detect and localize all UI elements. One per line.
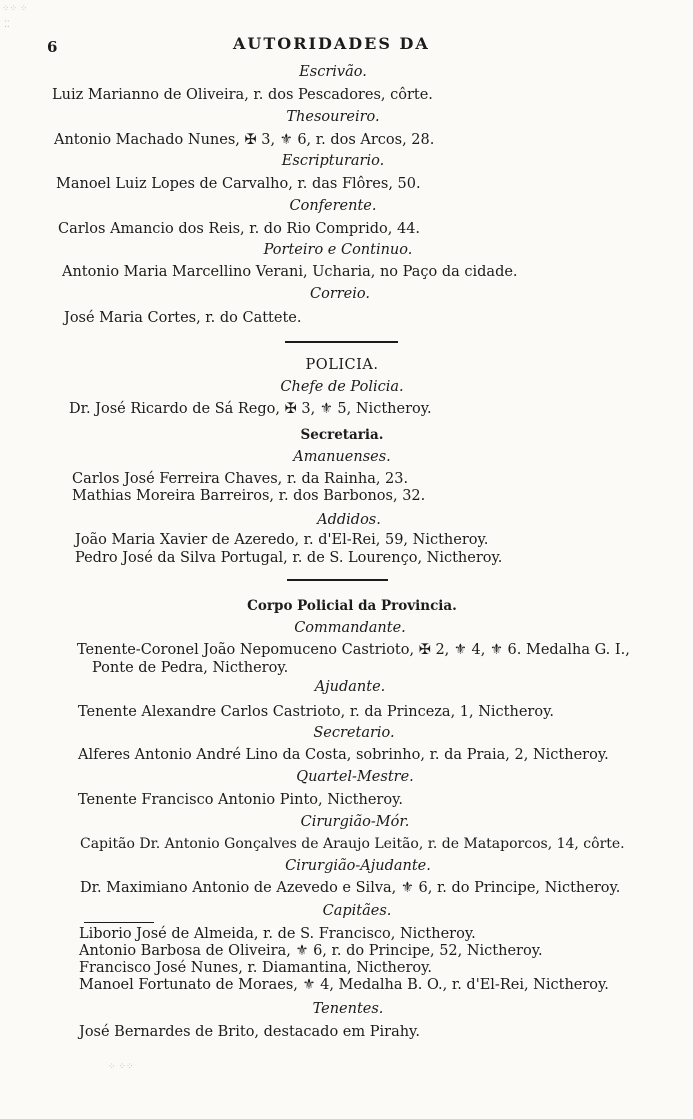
- print-speck-icon: ⁚⁚: [4, 20, 10, 30]
- title-tenentes: Tenentes.: [312, 1001, 384, 1017]
- text-underline: [84, 922, 154, 923]
- entry-tenente: José Bernardes de Brito, destacado em Pirahy.: [79, 1024, 420, 1040]
- title-addidos: Addidos.: [317, 512, 381, 528]
- policia-heading: POLICIA.: [305, 357, 379, 373]
- entry-thesoureiro: Antonio Machado Nunes, ✠ 3, ⚜ 6, r. dos Arcos, 28.: [54, 132, 435, 148]
- entry-cirurgiao-mor: Capitão Dr. Antonio Gonçalves de Araujo Leitão, r. de Mataporcos, 14, côrte.: [80, 836, 625, 852]
- entry-amanuense: Carlos José Ferreira Chaves, r. da Rainha, 23.: [72, 471, 409, 487]
- title-secretario: Secretario.: [313, 725, 395, 741]
- entry-addido: João Maria Xavier de Azeredo, r. d'El-Rei, 59, Nictheroy.: [75, 532, 489, 548]
- entry-conferente: Carlos Amancio dos Reis, r. do Rio Comprido, 44.: [58, 221, 421, 237]
- entry-secretario: Alferes Antonio André Lino da Costa, sobrinho, r. da Praia, 2, Nictheroy.: [78, 747, 609, 763]
- section-divider: [285, 341, 398, 343]
- entry-cirurgiao-ajudante: Dr. Maximiano Antonio de Azevedo e Silva, ⚜ 6, r. do Principe, Nictheroy.: [80, 880, 621, 896]
- title-conferente: Conferente.: [289, 198, 377, 214]
- title-cirurgiao-ajudante: Cirurgião-Ajudante.: [285, 858, 431, 874]
- entry-escrivao: Luiz Marianno de Oliveira, r. dos Pescadores, côrte.: [52, 87, 433, 103]
- title-cirurgiao-mor: Cirurgião-Mór.: [300, 814, 410, 830]
- print-speck-icon: ⁘ ⁘⁘: [108, 1062, 134, 1072]
- title-amanuenses: Amanuenses.: [293, 449, 391, 465]
- entry-capitao: Manoel Fortunato de Moraes, ⚜ 4, Medalha B. O., r. d'El-Rei, Nictheroy.: [79, 977, 609, 993]
- entry-capitao: Liborio José de Almeida, r. de S. Francisco, Nictheroy.: [79, 926, 476, 942]
- entry-quartel-mestre: Tenente Francisco Antonio Pinto, Nictheroy.: [78, 792, 403, 808]
- title-thesoureiro: Thesoureiro.: [286, 109, 380, 125]
- title-commandante: Commandante.: [294, 620, 406, 636]
- title-correio: Correio.: [310, 286, 370, 302]
- entry-commandante: Tenente-Coronel João Nepomuceno Castrioto, ✠ 2, ⚜ 4, ⚜ 6. Medalha G. I.,: [77, 642, 630, 658]
- title-secretaria: Secretaria.: [300, 427, 384, 443]
- entry-escripturario: Manoel Luiz Lopes de Carvalho, r. das Flôres, 50.: [56, 176, 421, 192]
- print-speck-icon: ⁘⁘ ⁘: [2, 4, 28, 14]
- title-chefe-policia: Chefe de Policia.: [280, 379, 404, 395]
- title-capitaes: Capitães.: [322, 903, 392, 919]
- entry-commandante-cont: Ponte de Pedra, Nictheroy.: [92, 660, 289, 676]
- title-ajudante: Ajudante.: [314, 679, 386, 695]
- title-quartel-mestre: Quartel-Mestre.: [296, 769, 414, 785]
- entry-correio: José Maria Cortes, r. do Cattete.: [64, 310, 302, 326]
- entry-addido: Pedro José da Silva Portugal, r. de S. Lourenço, Nictheroy.: [75, 550, 503, 566]
- entry-ajudante: Tenente Alexandre Carlos Castrioto, r. da Princeza, 1, Nictheroy.: [78, 704, 554, 720]
- section-divider: [287, 579, 388, 581]
- running-title: AUTORIDADES DA: [233, 34, 430, 53]
- entry-amanuense: Mathias Moreira Barreiros, r. dos Barbonos, 32.: [72, 488, 426, 504]
- entry-capitao: Francisco José Nunes, r. Diamantina, Nictheroy.: [79, 960, 433, 976]
- title-porteiro: Porteiro e Continuo.: [263, 242, 413, 258]
- entry-chefe-policia: Dr. José Ricardo de Sá Rego, ✠ 3, ⚜ 5, Nictheroy.: [69, 401, 432, 417]
- page-number: 6: [47, 38, 58, 56]
- entry-capitao: Antonio Barbosa de Oliveira, ⚜ 6, r. do Principe, 52, Nictheroy.: [79, 943, 543, 959]
- title-escrivao: Escrivão.: [299, 64, 367, 80]
- title-escripturario: Escripturario.: [281, 153, 385, 169]
- corpo-heading: Corpo Policial da Provincia.: [247, 598, 457, 614]
- entry-porteiro: Antonio Maria Marcellino Verani, Ucharia, no Paço da cidade.: [62, 264, 518, 280]
